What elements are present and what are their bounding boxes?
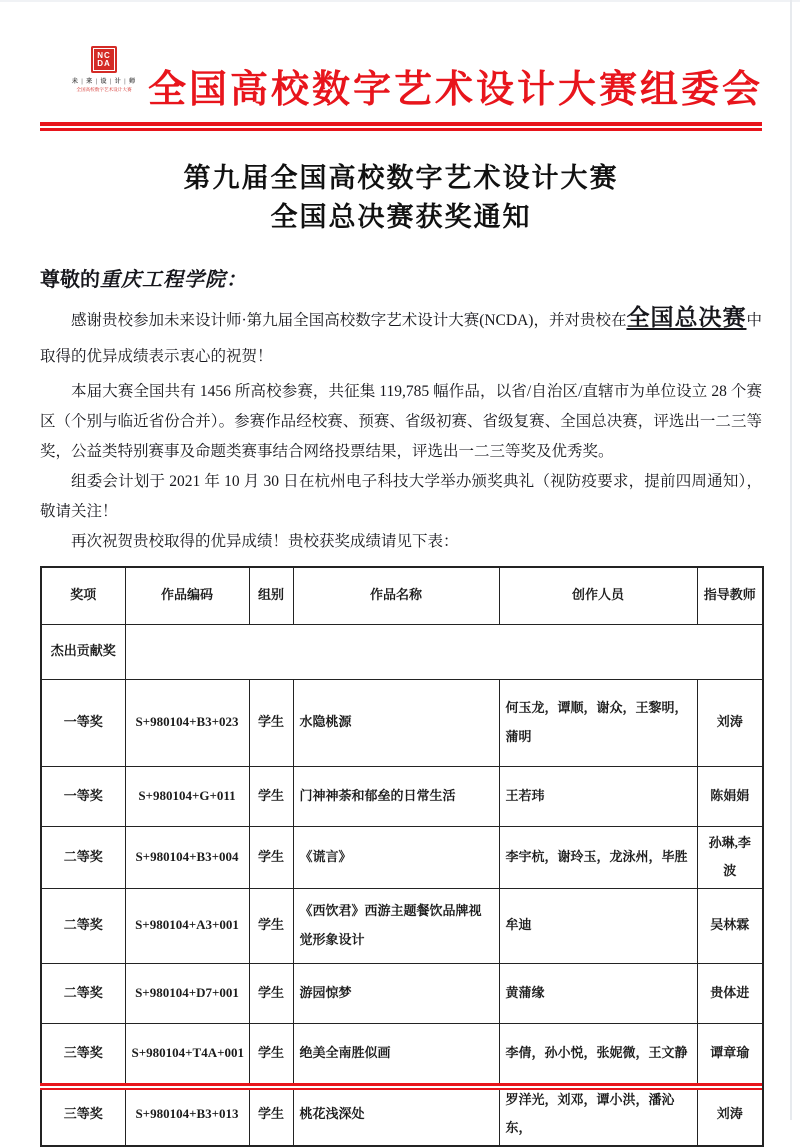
header-rule <box>40 122 762 131</box>
table-row <box>41 1083 763 1146</box>
p1-text-before: 感谢贵校参加未来设计师·第九届全国高校数字艺术设计大赛(NCDA)，并对贵校在 <box>71 312 627 329</box>
cell-title: 桃花浅深处 <box>293 1083 499 1146</box>
cell-award: 三等奖 <box>41 1023 125 1083</box>
table-row <box>41 888 763 963</box>
cell-teacher: 吴林霖 <box>697 888 763 963</box>
cell-group: 学生 <box>249 766 293 826</box>
cell-teacher: 陈娟娟 <box>697 766 763 826</box>
cell-teacher: 刘涛 <box>697 679 763 766</box>
cell-group: 学生 <box>249 826 293 888</box>
cell-award: 一等奖 <box>41 766 125 826</box>
letterhead <box>40 42 762 118</box>
cell-group: 学生 <box>249 1023 293 1083</box>
cell-code: S+980104+A3+001 <box>125 888 249 963</box>
cell-teacher: 谭章瑜 <box>697 1023 763 1083</box>
cell-award: 二等奖 <box>41 963 125 1023</box>
cell-title: 游园惊梦 <box>293 963 499 1023</box>
table-row <box>41 826 763 888</box>
col-header-group: 组别 <box>249 567 293 624</box>
cell-award: 二等奖 <box>41 888 125 963</box>
cell-code: S+980104+B3+023 <box>125 679 249 766</box>
awards-table <box>40 566 764 1147</box>
p1-highlight-finals: 全国总决赛 <box>626 305 747 330</box>
cell-creators: 牟迪 <box>499 888 697 963</box>
cell-group: 学生 <box>249 1083 293 1146</box>
cell-creators: 王若玮 <box>499 766 697 826</box>
cell-code: S+980104+T4A+001 <box>125 1023 249 1083</box>
footer-rule <box>40 1083 762 1090</box>
cell-title: 水隐桃源 <box>293 679 499 766</box>
paragraph-ceremony: 组委会计划于 2021 年 10 月 30 日在杭州电子科技大学举办颁奖典礼（视防疫要求，提前四周通知），敬请关注！ <box>40 473 762 520</box>
page-edge-top <box>0 0 800 2</box>
cell-creators: 黄蒲缘 <box>499 963 697 1023</box>
cell-creators: 李倩，孙小悦，张妮微，王文静 <box>499 1023 697 1083</box>
col-header-creators: 创作人员 <box>499 567 697 624</box>
cell-award: 一等奖 <box>41 679 125 766</box>
col-header-code: 作品编码 <box>125 567 249 624</box>
cell-award: 二等奖 <box>41 826 125 888</box>
col-header-award: 奖项 <box>41 567 125 624</box>
document-title <box>40 159 762 237</box>
cell-code: S+980104+B3+004 <box>125 826 249 888</box>
document-title-line2: 全国总决赛获奖通知 <box>270 202 532 232</box>
cell-creators: 何玉龙，谭顺，谢众，王黎明，蒲明 <box>499 679 697 766</box>
table-row <box>41 679 763 766</box>
seal-text-top: NC <box>97 50 111 60</box>
table-header-row <box>41 567 763 624</box>
table-row <box>41 1023 763 1083</box>
seal-text-bottom: DA <box>97 58 111 68</box>
cell-creators: 罗洋光，刘邓，谭小洪，潘沁东， <box>499 1083 697 1146</box>
salutation <box>40 263 762 292</box>
table-row <box>41 766 763 826</box>
cell-group: 学生 <box>249 888 293 963</box>
salutation-colon: ： <box>226 269 247 291</box>
logo-subtitle-designer: 未 | 来 | 设 | 计 | 师 <box>71 79 137 85</box>
cell-creators: 李宇杭，谢玲玉，龙泳州，毕胜 <box>499 826 697 888</box>
cell-group: 学生 <box>249 963 293 1023</box>
cell-code: S+980104+G+011 <box>125 766 249 826</box>
special-award-empty-cell <box>125 624 763 679</box>
ncda-seal-icon <box>91 46 117 73</box>
cell-teacher: 孙琳,李波 <box>697 826 763 888</box>
ncda-logo <box>62 46 146 93</box>
logo-subtitle-competition: 全国高校数字艺术设计大赛 <box>76 88 132 93</box>
cell-teacher: 贵体进 <box>697 963 763 1023</box>
cell-title: 《谎言》 <box>293 826 499 888</box>
paragraph-thanks <box>40 300 762 375</box>
cell-award: 三等奖 <box>41 1083 125 1146</box>
cell-code: S+980104+D7+001 <box>125 963 249 1023</box>
salutation-prefix: 尊敬的 <box>40 269 100 291</box>
cell-teacher: 刘涛 <box>697 1083 763 1146</box>
table-row <box>41 963 763 1023</box>
col-header-title: 作品名称 <box>293 567 499 624</box>
page-edge-right <box>790 0 792 1120</box>
cell-title: 《西饮君》西游主题餐饮品牌视觉形象设计 <box>293 888 499 963</box>
table-row-special-award <box>41 624 763 679</box>
document-title-line1: 第九届全国高校数字艺术设计大赛 <box>183 163 619 193</box>
col-header-teacher: 指导教师 <box>697 567 763 624</box>
p1-text-after: 中取得的优异成绩表示衷心的祝贺！ <box>40 312 762 365</box>
special-award-label: 杰出贡献奖 <box>41 624 125 679</box>
cell-title: 门神神荼和郁垒的日常生活 <box>293 766 499 826</box>
paragraph-congrats: 再次祝贺贵校取得的优异成绩！贵校获奖成绩请见下表： <box>71 533 459 550</box>
cell-title: 绝美全南胜似画 <box>293 1023 499 1083</box>
cell-group: 学生 <box>249 679 293 766</box>
organization-title: 全国高校数字艺术设计大赛组委会 <box>148 69 764 111</box>
cell-code: S+980104+B3+013 <box>125 1083 249 1146</box>
salutation-school-name: 重庆工程学院 <box>100 269 226 291</box>
paragraph-statistics: 本届大赛全国共有 1456 所高校参赛，共征集 119,785 幅作品，以省/自治区/直辖市为单位设立 28 个赛区（个别与临近省份合并）。参赛作品经校赛、预赛、省级初赛、省级复赛、全国总决赛，评选出一二三等奖，公益类特别赛事及命题类赛事结合网络投票结果，评选出一二三等奖及优秀奖。 <box>40 383 762 460</box>
